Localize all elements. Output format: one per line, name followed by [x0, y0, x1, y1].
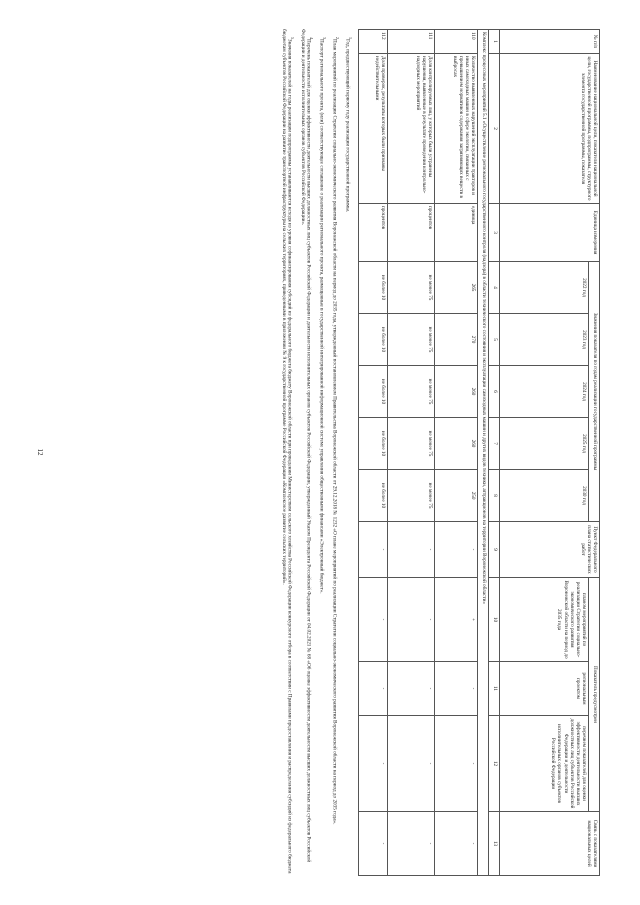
col-number: 3 — [489, 204, 500, 262]
row-regional-project: - — [435, 662, 478, 716]
section-row — [478, 30, 489, 876]
table-row — [359, 30, 388, 876]
footnote: $^5$Значения показателей на годы реализации подпрограммы устанавливаются исходя из уровня софинансирования субсидий из федерального бюджета бюджету Воронежской области при проведении Министерством сельского хозяйства Российской Федерации конкурсного отбора в соответствии с Правилами предоставления и распределения субсидий из федерального бюджета бюджетам субъектов Российской Федерации на развитие транспортной инфраструктуры на сельских территориях, приведенными в приложении № 9 к государственной программе Российской Федерации «Комплексное развитие сельских территорий». — [280, 29, 296, 874]
year-2022-header: 2022 год — [500, 262, 589, 314]
row-value-2030: не более 10 — [359, 470, 388, 522]
row-num: 111 — [388, 30, 435, 54]
row-regional-project: - — [388, 662, 435, 716]
row-value-2025: 260 — [435, 418, 478, 470]
table-header-row — [589, 30, 600, 876]
year-2030-header: 2030 год — [500, 470, 589, 522]
row-value-2023: 270 — [435, 314, 478, 366]
row-value-2025: не менее 75 — [388, 418, 435, 470]
col-federal-plan-header: Пункт Федерального плана статистических работ — [500, 522, 600, 578]
row-name: Доля контролируемых лиц, у которых были устранены нарушения, выявленные в результате проведения контрольно-надзорных мероприятий — [388, 54, 435, 204]
row-national-goal-link: - — [435, 812, 478, 876]
row-name: Количество выявленных нарушений эксплуатации тракторов и иных самоходных машин в сфере экологии, связанных с превышением нормативов содержания загрязняющих веществ в выбросах — [435, 54, 478, 204]
col-number: 11 — [489, 662, 500, 716]
footnote-text: Перечень показателей для оценки эффективности деятельности высших должностных лиц субъектов Российской Федерации и деятельности исполнительных органов субъектов Российской Федерации, утвержденный Указом Президента Российской Федерации от 04.02.2021 № 68 «Об оценке эффективности деятельности высших должностных лиц субъектов Российской Федерации и деятельности исполнительных органов субъектов Российской Федерации». — [299, 29, 312, 863]
footnote: $^1$Год, предшествующий первому году реализации государственной программы. — [344, 37, 353, 213]
row-national-goal-link: - — [388, 812, 435, 876]
col-number: 4 — [489, 262, 500, 314]
row-num: 112 — [359, 30, 388, 54]
row-unit: единица — [435, 204, 478, 262]
row-value-2030: не менее 75 — [388, 470, 435, 522]
col-number: 12 — [489, 716, 500, 812]
row-value-2023: не более 10 — [359, 314, 388, 366]
indicators-table — [358, 29, 600, 876]
col-number: 6 — [489, 366, 500, 418]
docs-group-header: Показатель предусмотрен — [589, 578, 600, 812]
col-number: 13 — [489, 812, 500, 876]
col-number: 7 — [489, 418, 500, 470]
row-value-2025: не более 10 — [359, 418, 388, 470]
page-number: 12 — [36, 448, 44, 456]
col-number: 1 — [489, 30, 500, 54]
row-value-2023: не менее 75 — [388, 314, 435, 366]
row-value-2022: не более 10 — [359, 262, 388, 314]
col-national-goal-header: Связь с показателями национальных целей — [500, 812, 600, 876]
footnote: $^4$Перечень показателей для оценки эффективности деятельности высших должностных лиц субъектов Российской Федерации и деятельности исполнительных органов субъектов Российской Федерации, утвержденный Указом Президента Российской Федерации от 04.02.2021 № 68 «Об оценке эффективности деятельности высших должностных лиц субъектов Российской Федерации и деятельности исполнительных органов субъектов Российской Федерации». — [299, 29, 315, 863]
col-regional-project-header: региональным проектом — [500, 662, 589, 716]
column-numbers-row — [489, 30, 500, 876]
row-value-2022: не менее 75 — [388, 262, 435, 314]
footnote-text: План мероприятий по реализации Стратегии социально-экономического развития Воронежской области на период до 2035 года, утвержденный постановлением Правительства Воронежской области от 29.12.2018 № 1232 «О плане мероприятий по реализации Стратегии социально-экономического развития Воронежской области на период до 2035 года». — [331, 39, 338, 825]
section-title: Комплекс процессных мероприятий 5.1 «Осуществление регионального государственного контроля (надзора) в области технического состояния и эксплуатации самоходных машин и других видов техники, аттракционов на территории Воронежской области» — [478, 30, 489, 876]
row-value-2030: 250 — [435, 470, 478, 522]
row-strategy: - — [359, 578, 388, 662]
row-efficiency: - — [359, 716, 388, 812]
col-number: 2 — [489, 54, 500, 204]
row-value-2022: 265 — [435, 262, 478, 314]
footnotes — [280, 29, 352, 875]
footnote-text: Значения показателей на годы реализации подпрограммы устанавливаются исходя из уровня софинансирования субсидий из федерального бюджета бюджету Воронежской области при проведении Министерством сельского хозяйства Российской Федерации конкурсного отбора в соответствии с Правилами предоставления и распределения субсидий из федерального бюджета бюджетам субъектов Российской Федерации на развитие транспортной инфраструктуры на сельских территориях, приведенными в приложении № 9 к государственной программе Российской Федерации «Комплексное развитие сельских территорий». — [280, 29, 293, 874]
col-name-header: Наименование национальной цели, показателя национальной цели, государственной программы, подпрограммы, структурного элемента государственной программы, показателя — [500, 54, 600, 204]
table-row — [435, 30, 478, 876]
row-efficiency: - — [435, 716, 478, 812]
year-2025-header: 2025 год — [500, 418, 589, 470]
col-number: 9 — [489, 522, 500, 578]
values-group-header: Значения показателя по годам реализации государственной программы — [589, 262, 600, 522]
row-federal-plan: - — [388, 522, 435, 578]
col-number: 8 — [489, 470, 500, 522]
col-strategy-header: планом мероприятий по реализации Стратегии социально-экономического развития Воронежской области на период до 2035 года — [500, 578, 589, 662]
row-national-goal-link: - — [359, 812, 388, 876]
table-row — [388, 30, 435, 876]
row-regional-project: - — [359, 662, 388, 716]
footnote: $^2$План мероприятий по реализации Стратегии социально-экономического развития Воронежской области на период до 2035 года, утвержденный постановлением Правительства Воронежской области от 29.12.2018 № 1232 «О плане мероприятий по реализации Стратегии социально-экономического развития Воронежской области на период до 2035 года». — [331, 37, 341, 825]
rotated-page-content — [30, 17, 610, 887]
row-efficiency: - — [388, 716, 435, 812]
year-2024-header: 2024 год — [500, 366, 589, 418]
row-federal-plan: - — [435, 522, 478, 578]
row-value-2024: не более 10 — [359, 366, 388, 418]
row-value-2024: 260 — [435, 366, 478, 418]
footnote-text: Паспорт регионального проекта, (или) соответствующее соглашение о реализации регионального проекта, размещенные в государственной интегрированной информационной системе управления общественными финансами «Электронный бюджет». — [318, 39, 325, 594]
col-number: 5 — [489, 314, 500, 366]
row-unit: процентов — [359, 204, 388, 262]
col-efficiency-header: перечнем показателей для оценки эффективности деятельности высших должностных лиц субъектов Российской Федерации и деятельности исполнительных органов субъектов Российской Федерации — [500, 716, 589, 812]
row-federal-plan: - — [359, 522, 388, 578]
col-number: 10 — [489, 578, 500, 662]
year-2023-header: 2023 год — [500, 314, 589, 366]
footnote: $^3$Паспорт регионального проекта, (или) соответствующее соглашение о реализации регионального проекта, размещенные в государственной интегрированной информационной системе управления общественными финансами «Электронный бюджет». — [318, 37, 328, 594]
row-name: Доля проверок, результаты которых были признаны недействительными — [359, 54, 388, 204]
col-unit-header: Единица измерения — [500, 204, 600, 262]
col-num-header: № п/п — [500, 30, 600, 54]
footnote-text: Год, предшествующий первому году реализации государственной программы. — [344, 39, 351, 213]
row-strategy: + — [435, 578, 478, 662]
row-strategy: - — [388, 578, 435, 662]
row-value-2024: не менее 75 — [388, 366, 435, 418]
row-unit: процентов — [388, 204, 435, 262]
row-num: 110 — [435, 30, 478, 54]
